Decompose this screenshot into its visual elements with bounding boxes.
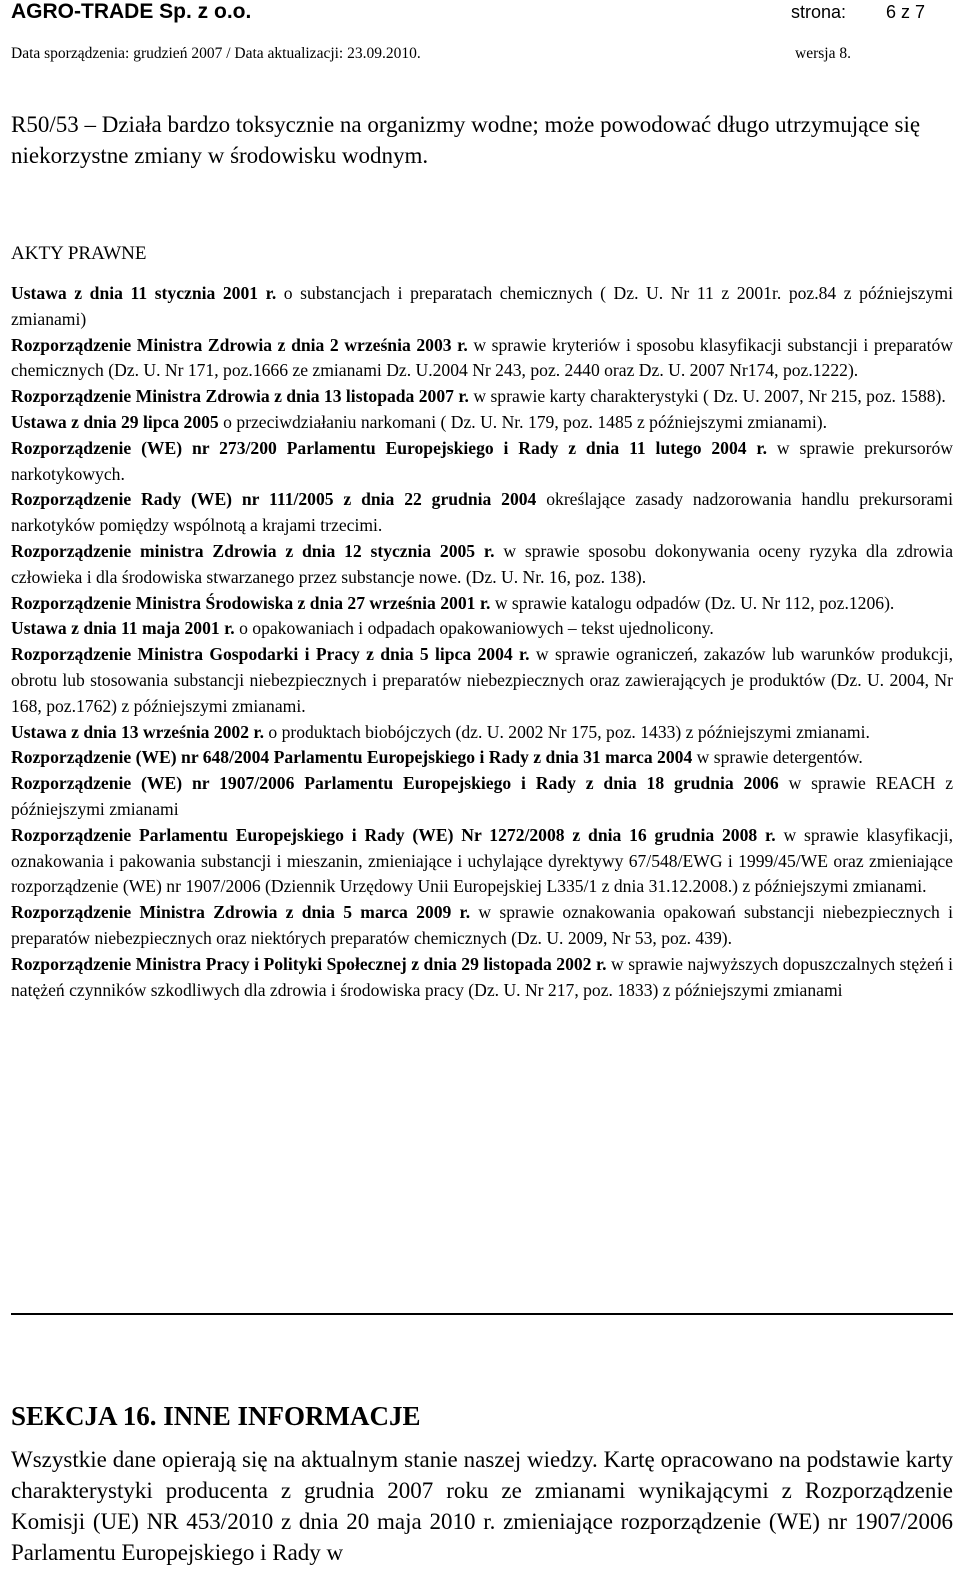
legal-act-description: o substancjach i preparatach chemicznych ( Dz. U. Nr 11 z 2001r. poz.84 z późniejszymi zmianami) — [11, 283, 953, 329]
legal-acts-list — [11, 281, 953, 1003]
page-number: 6 z 7 — [886, 2, 926, 22]
legal-act-title: Ustawa z dnia 13 września 2002 r. — [11, 721, 264, 742]
legal-act-entry — [11, 436, 953, 488]
legal-act-entry — [11, 333, 953, 385]
legal-act-title: Ustawa z dnia 11 stycznia 2001 r. — [11, 283, 277, 303]
legal-acts-heading: AKTY PRAWNE — [11, 243, 147, 264]
legal-act-entry — [11, 591, 953, 617]
legal-act-description: w sprawie klasyfikacji, oznakowania i pakowania substancji i mieszanin, zmieniające i uchylające dyrektywy 67/548/EWG i 1999/45/WE oraz zmieniające rozporządzenie (WE) nr 1907/2006 (Dziennik Urzędowy Unii Europejskiej L335/1 z dnia 31.12.2008.) z późniejszymi zmianami. — [11, 824, 954, 897]
legal-act-description: w sprawie prekursorów narkotykowych. — [11, 437, 953, 484]
legal-act-entry — [11, 745, 953, 771]
legal-act-description: określające zasady nadzorowania handlu prekursorami narkotyków pomiędzy wspólnotą a krajami trzecimi. — [11, 489, 954, 536]
document-dates: Data sporządzenia: grudzień 2007 / Data aktualizacji: 23.09.2010. — [11, 45, 421, 62]
page-header — [11, 0, 951, 26]
legal-act-title: Rozporządzenie Ministra Pracy i Polityki Społecznej z dnia 29 listopada 2002 r. — [11, 953, 607, 974]
document-version: wersja 8. — [795, 45, 851, 62]
legal-act-title: Rozporządzenie Ministra Środowiska z dnia 27 września 2001 r. — [11, 592, 491, 613]
legal-act-entry — [11, 720, 953, 746]
legal-act-description: w sprawie karty charakterystyki ( Dz. U. 2007, Nr 215, poz. 1588). — [468, 386, 946, 407]
legal-act-description: o opakowaniach i odpadach opakowaniowych – tekst ujednolicony. — [234, 618, 714, 639]
legal-act-title: Rozporządzenie Ministra Zdrowia z dnia 13 listopada 2007 r. — [11, 386, 469, 407]
legal-act-entry — [11, 771, 953, 823]
legal-act-entry — [11, 642, 953, 719]
page-label: strona: — [791, 2, 847, 22]
legal-act-entry — [11, 616, 953, 642]
legal-act-description: o przeciwdziałaniu narkomani ( Dz. U. Nr. 179, poz. 1485 z późniejszymi zmianami). — [218, 411, 827, 432]
legal-act-title: Ustawa z dnia 11 maja 2001 r. — [11, 618, 235, 639]
legal-act-title: Rozporządzenie Ministra Gospodarki i Pracy z dnia 5 lipca 2004 r. — [11, 644, 530, 665]
section-divider — [11, 1313, 953, 1315]
legal-act-title: Rozporządzenie Rady (WE) nr 111/2005 z dnia 22 grudnia 2004 — [11, 489, 537, 510]
company-name: AGRO-TRADE Sp. z o.o. — [11, 0, 252, 23]
legal-act-title: Rozporządzenie (WE) nr 1907/2006 Parlamentu Europejskiego i Rady z dnia 18 grudnia 2006 — [11, 773, 779, 794]
legal-act-title: Rozporządzenie (WE) nr 648/2004 Parlamentu Europejskiego i Rady z dnia 31 marca 2004 — [11, 747, 693, 768]
legal-act-title: Rozporządzenie (WE) nr 273/200 Parlamentu Europejskiego i Rady z dnia 11 lutego 2004 r. — [11, 437, 768, 458]
legal-act-entry — [11, 487, 953, 539]
legal-act-description: w sprawie najwyższych dopuszczalnych stężeń i natężeń czynników szkodliwych dla zdrowia i środowiska pracy (Dz. U. Nr 217, poz. 1833) z późniejszymi zmianami — [11, 953, 953, 1000]
legal-act-description: o produktach biobójczych (dz. U. 2002 Nr 175, poz. 1433) z późniejszymi zmianami. — [264, 721, 870, 742]
legal-act-entry — [11, 281, 953, 333]
legal-act-title: Rozporządzenie Ministra Zdrowia z dnia 5 marca 2009 r. — [11, 902, 471, 923]
legal-act-description: w sprawie kryteriów i sposobu klasyfikacji substancji i preparatów chemicznych (Dz. U. Nr 171, poz.1666 ze zmianami Dz. U.2004 Nr 243, poz. 2440 oraz Dz. U. 2007 Nr174, poz.1222). — [11, 334, 953, 381]
legal-act-title: Ustawa z dnia 29 lipca 2005 — [11, 411, 219, 432]
legal-act-entry — [11, 384, 953, 410]
legal-act-description: w sprawie sposobu dokonywania oceny ryzyka dla zdrowia człowieka i dla środowiska stwarzanego przez substancje nowe. (Dz. U. Nr. 16, poz. 138). — [11, 540, 953, 587]
legal-act-description: w sprawie detergentów. — [692, 747, 863, 768]
section-16-title: SEKCJA 16. INNE INFORMACJE — [11, 1401, 421, 1431]
risk-phrase: R50/53 – Działa bardzo toksycznie na organizmy wodne; może powodować długo utrzymujące się niekorzystne zmiany w środowisku wodnym. — [11, 112, 921, 168]
legal-act-description: w sprawie REACH z późniejszymi zmianami — [11, 773, 954, 819]
legal-act-title: Rozporządzenie Parlamentu Europejskiego i Rady (WE) Nr 1272/2008 z dnia 16 grudnia 2008 r. — [11, 824, 776, 845]
legal-act-description: w sprawie ograniczeń, zakazów lub warunków produkcji, obrotu lub stosowania substancji niebezpiecznych i preparatów niebezpiecznych oraz zawierających je produktów (Dz. U. 2004, Nr 168, poz.1762) z późniejszymi zmianami. — [11, 644, 953, 716]
legal-act-description: w sprawie oznakowania opakowań substancji niebezpiecznych i preparatów niebezpiecznych oraz niektórych preparatów chemicznych (Dz. U. 2009, Nr 53, poz. 439). — [11, 902, 953, 948]
legal-act-entry — [11, 410, 953, 436]
legal-act-description: w sprawie katalogu odpadów (Dz. U. Nr 112, poz.1206). — [490, 592, 895, 613]
legal-act-entry — [11, 952, 953, 1004]
legal-act-title: Rozporządzenie ministra Zdrowia z dnia 12 stycznia 2005 r. — [11, 540, 495, 561]
legal-act-entry — [11, 823, 953, 900]
section-16-body — [11, 1444, 953, 1568]
legal-act-title: Rozporządzenie Ministra Zdrowia z dnia 2 września 2003 r. — [11, 334, 468, 355]
legal-act-entry — [11, 900, 953, 952]
legal-act-entry — [11, 539, 953, 591]
section-16-paragraph: Wszystkie dane opierają się na aktualnym stanie naszej wiedzy. Kartę opracowano na podstawie karty charakterystyki producenta z grudnia 2007 roku ze zmianami wynikającymi z Rozporządzenie Komisji (UE) NR 453/2010 z dnia 20 maja 2010 r. zmieniające rozporządzenie (WE) nr 1907/2006 Parlamentu Europejskiego i Rady w — [11, 1447, 953, 1565]
